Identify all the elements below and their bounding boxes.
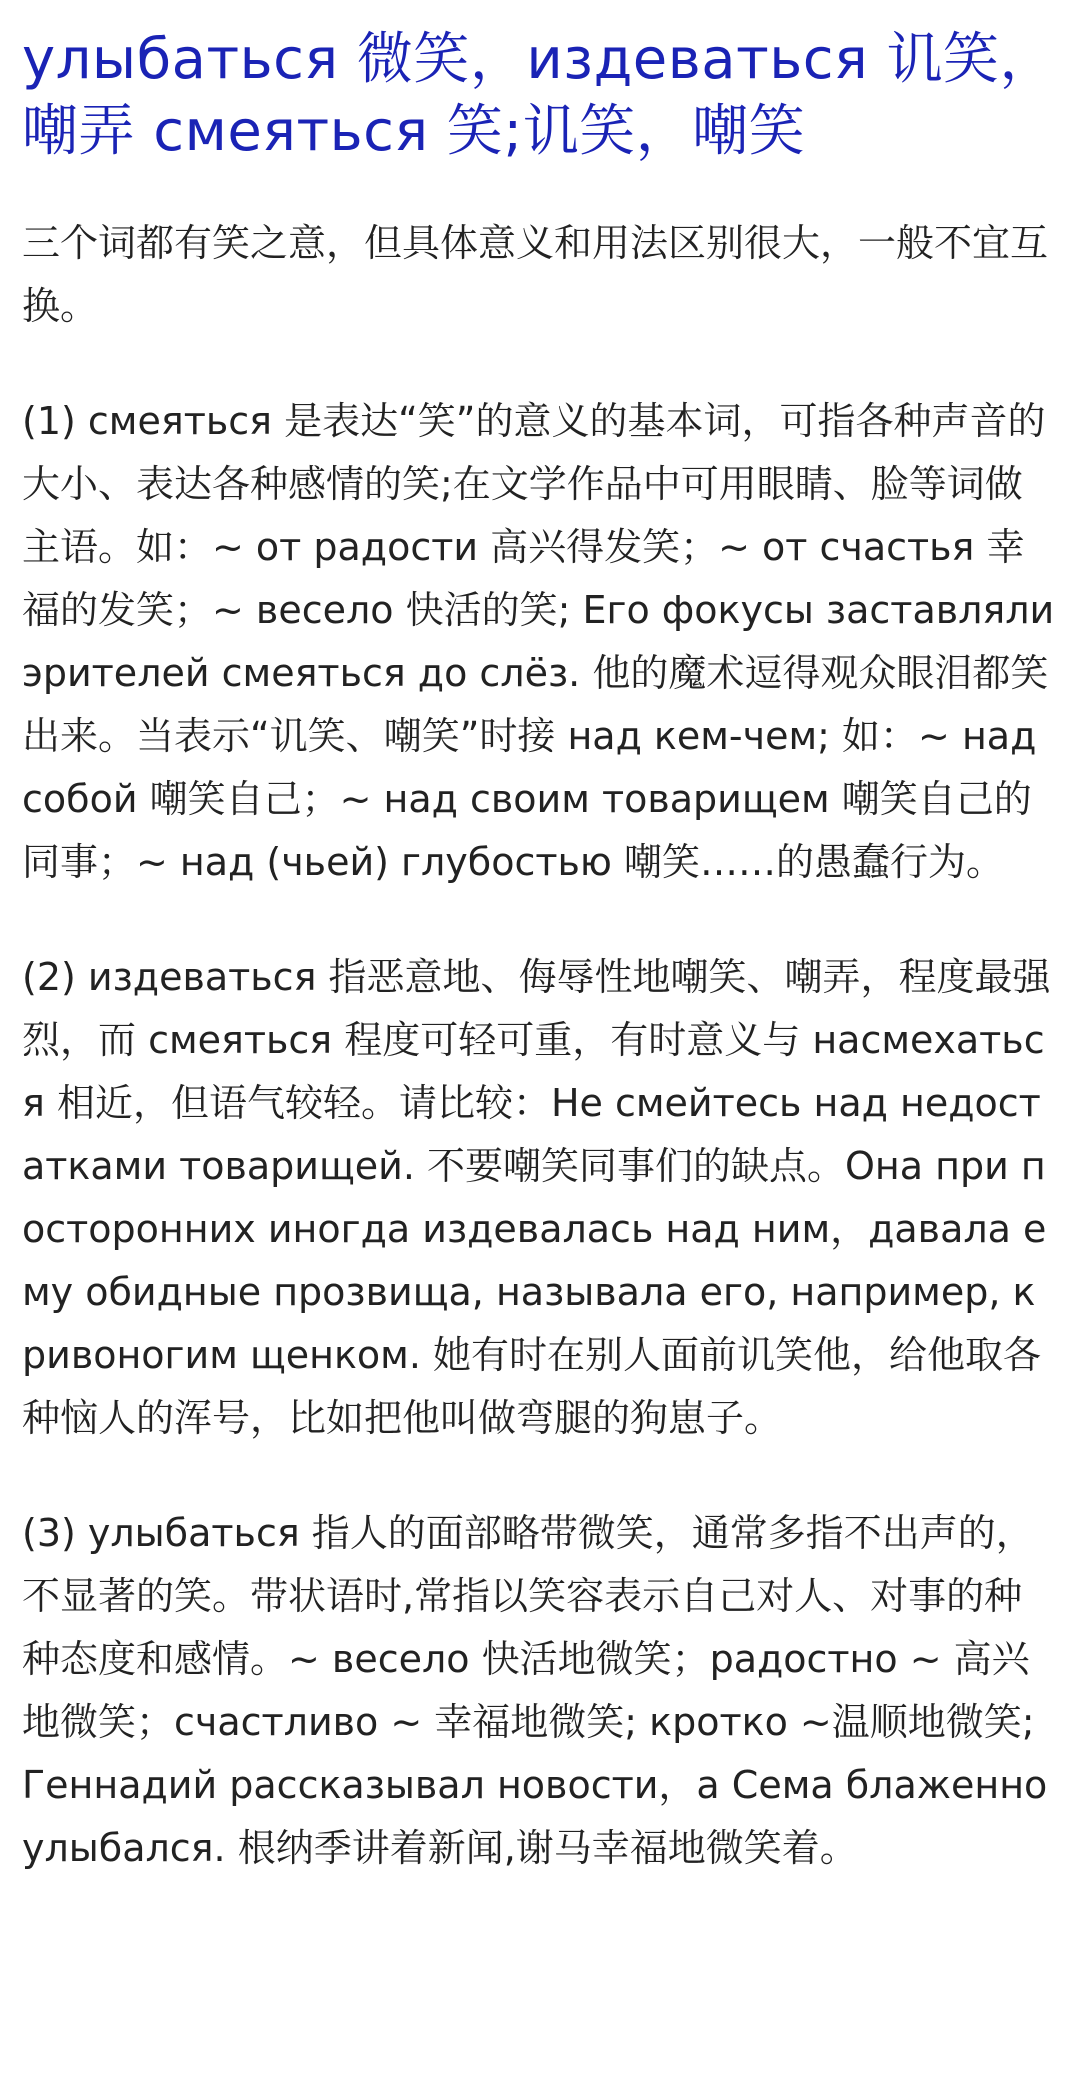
- article-title: улыбаться 微笑，издеваться 讥笑，嘲弄 смеяться 笑;讥笑，嘲笑: [22, 27, 1056, 164]
- intro-paragraph: 三个词都有笑之意，但具体意义和用法区别很大，一般不宜互换。: [22, 221, 1049, 328]
- section-3-paragraph: (3) улыбаться 指人的面部略带微笑，通常多指不出声的，不显著的笑。带状语时,常指以笑容表示自己对人、对事的种种态度和感情。~ весело 快活地微笑；радостно ~ 高兴地微笑；счастливо ~ 幸福地微笑; кротко ~温顺地微笑; Геннадий рассказывал новости，а Сема блаженно улыбался. 根纳季讲着新闻,谢马幸福地微笑着。: [22, 1511, 1048, 1870]
- section-1-paragraph: (1) смеяться 是表达“笑”的意义的基本词，可指各种声音的大小、表达各种感情的笑;在文学作品中可用眼睛、脸等词做主语。如：~ от радости 高兴得发笑；~ от счастья 幸福的发笑；~ весело 快活的笑; Его фокусы заставляли эрителей смеяться до слёз. 他的魔术逗得观众眼泪都笑出来。当表示“讥笑、嘲笑”时接 над кем-чем; 如：~ над собой 嘲笑自己；~ над своим товарищем 嘲笑自己的同事；~ над (чьей) глубостью 嘲笑……的愚蠢行为。: [22, 399, 1055, 884]
- section-2-paragraph: (2) издеваться 指恶意地、侮辱性地嘲笑、嘲弄，程度最强烈，而 смеяться 程度可轻可重，有时意义与 насмехаться 相近，但语气较轻。请比较：Не смейтесь над недостатками товарищей. 不要嘲笑同事们的缺点。Она при посторонних иногда издевалась над ним，давала ему обидные прозвища, называла его, например, кривоногим щенком. 她有时在别人面前讥笑他，给他取各种恼人的浑号，比如把他叫做弯腿的狗崽子。: [22, 955, 1051, 1440]
